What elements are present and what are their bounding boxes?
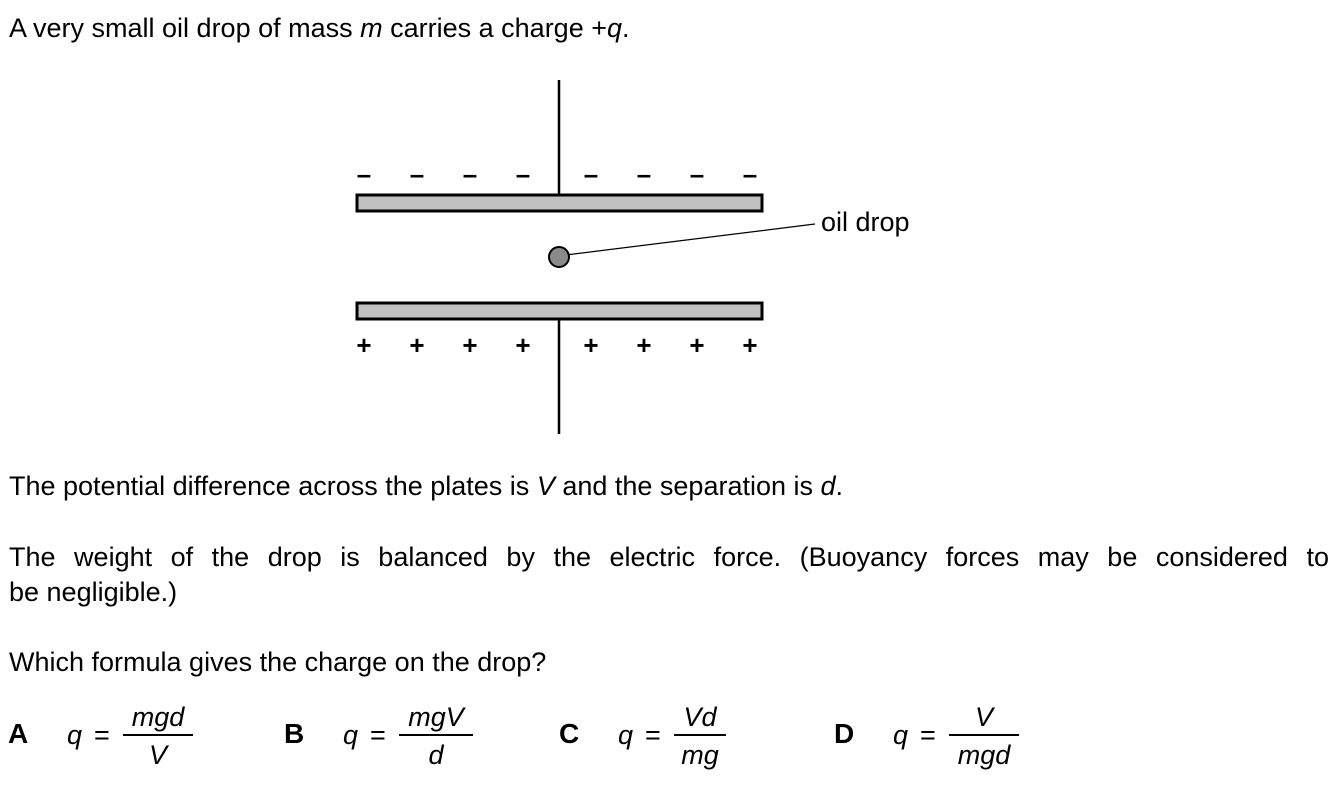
option-letter: A (8, 718, 29, 749)
option-denominator: V (123, 734, 193, 772)
voltage-symbol: V (536, 471, 555, 501)
option-letter: C (559, 718, 580, 749)
positive-sign: + (409, 330, 425, 360)
option-numerator: Vd (683, 702, 717, 732)
option-denominator: mg (674, 734, 726, 772)
weight-text-line-1: The weight of the drop is balanced by the electric force. (Buoyancy forces may be considered to (9, 542, 1329, 572)
option-equals: = (94, 720, 110, 750)
option-letter: D (834, 718, 855, 749)
weight-text-line-2: be negligible.) (9, 577, 178, 607)
intro-part: A very small oil drop of mass (9, 13, 361, 43)
option-fraction (123, 700, 193, 772)
separation-symbol: d (820, 471, 836, 501)
negative-sign: – (742, 159, 758, 189)
mass-symbol: m (360, 13, 383, 43)
potential-text (9, 469, 843, 504)
negative-sign: – (515, 159, 531, 189)
charge-symbol: q (606, 13, 623, 43)
option-numerator: mgV (408, 702, 464, 732)
option-equals: = (645, 720, 661, 750)
option-fraction (949, 700, 1019, 772)
option-lhs: q (618, 720, 634, 750)
option-fraction (399, 700, 473, 772)
option-lhs: q (343, 720, 359, 750)
option-letter: B (284, 718, 305, 749)
oil-drop-leader-line (566, 224, 815, 255)
oil-drop (549, 247, 569, 267)
option-equals: = (370, 720, 386, 750)
positive-sign: + (515, 330, 531, 360)
negative-sign: – (689, 159, 705, 189)
negative-sign: – (636, 159, 652, 189)
positive-sign: + (636, 330, 652, 360)
option-denominator: d (399, 734, 473, 772)
positive-sign: + (742, 330, 758, 360)
option-denominator: mgd (949, 734, 1019, 772)
positive-sign: + (462, 330, 478, 360)
positive-sign: + (689, 330, 705, 360)
potential-part: and the separation is (554, 471, 821, 501)
option-numerator: mgd (131, 702, 185, 732)
intro-part: . (622, 13, 630, 43)
question-text: Which formula gives the charge on the drop? (9, 647, 547, 677)
potential-part: . (835, 471, 844, 501)
option-equals: = (920, 720, 936, 750)
negative-sign: – (583, 159, 599, 189)
positive-sign: + (583, 330, 599, 360)
negative-sign: – (356, 159, 372, 189)
option-fraction (674, 700, 726, 772)
top-plate (357, 195, 762, 211)
option-lhs: q (893, 720, 909, 750)
option-numerator: V (974, 702, 993, 732)
intro-part: carries a charge + (382, 13, 607, 43)
positive-sign: + (356, 330, 372, 360)
negative-sign: – (462, 159, 478, 189)
potential-part: The potential difference across the plates is (9, 471, 537, 501)
oil-drop-label: oil drop (821, 207, 910, 237)
negative-sign: – (409, 159, 425, 189)
bottom-plate (357, 303, 762, 319)
option-lhs: q (67, 720, 83, 750)
